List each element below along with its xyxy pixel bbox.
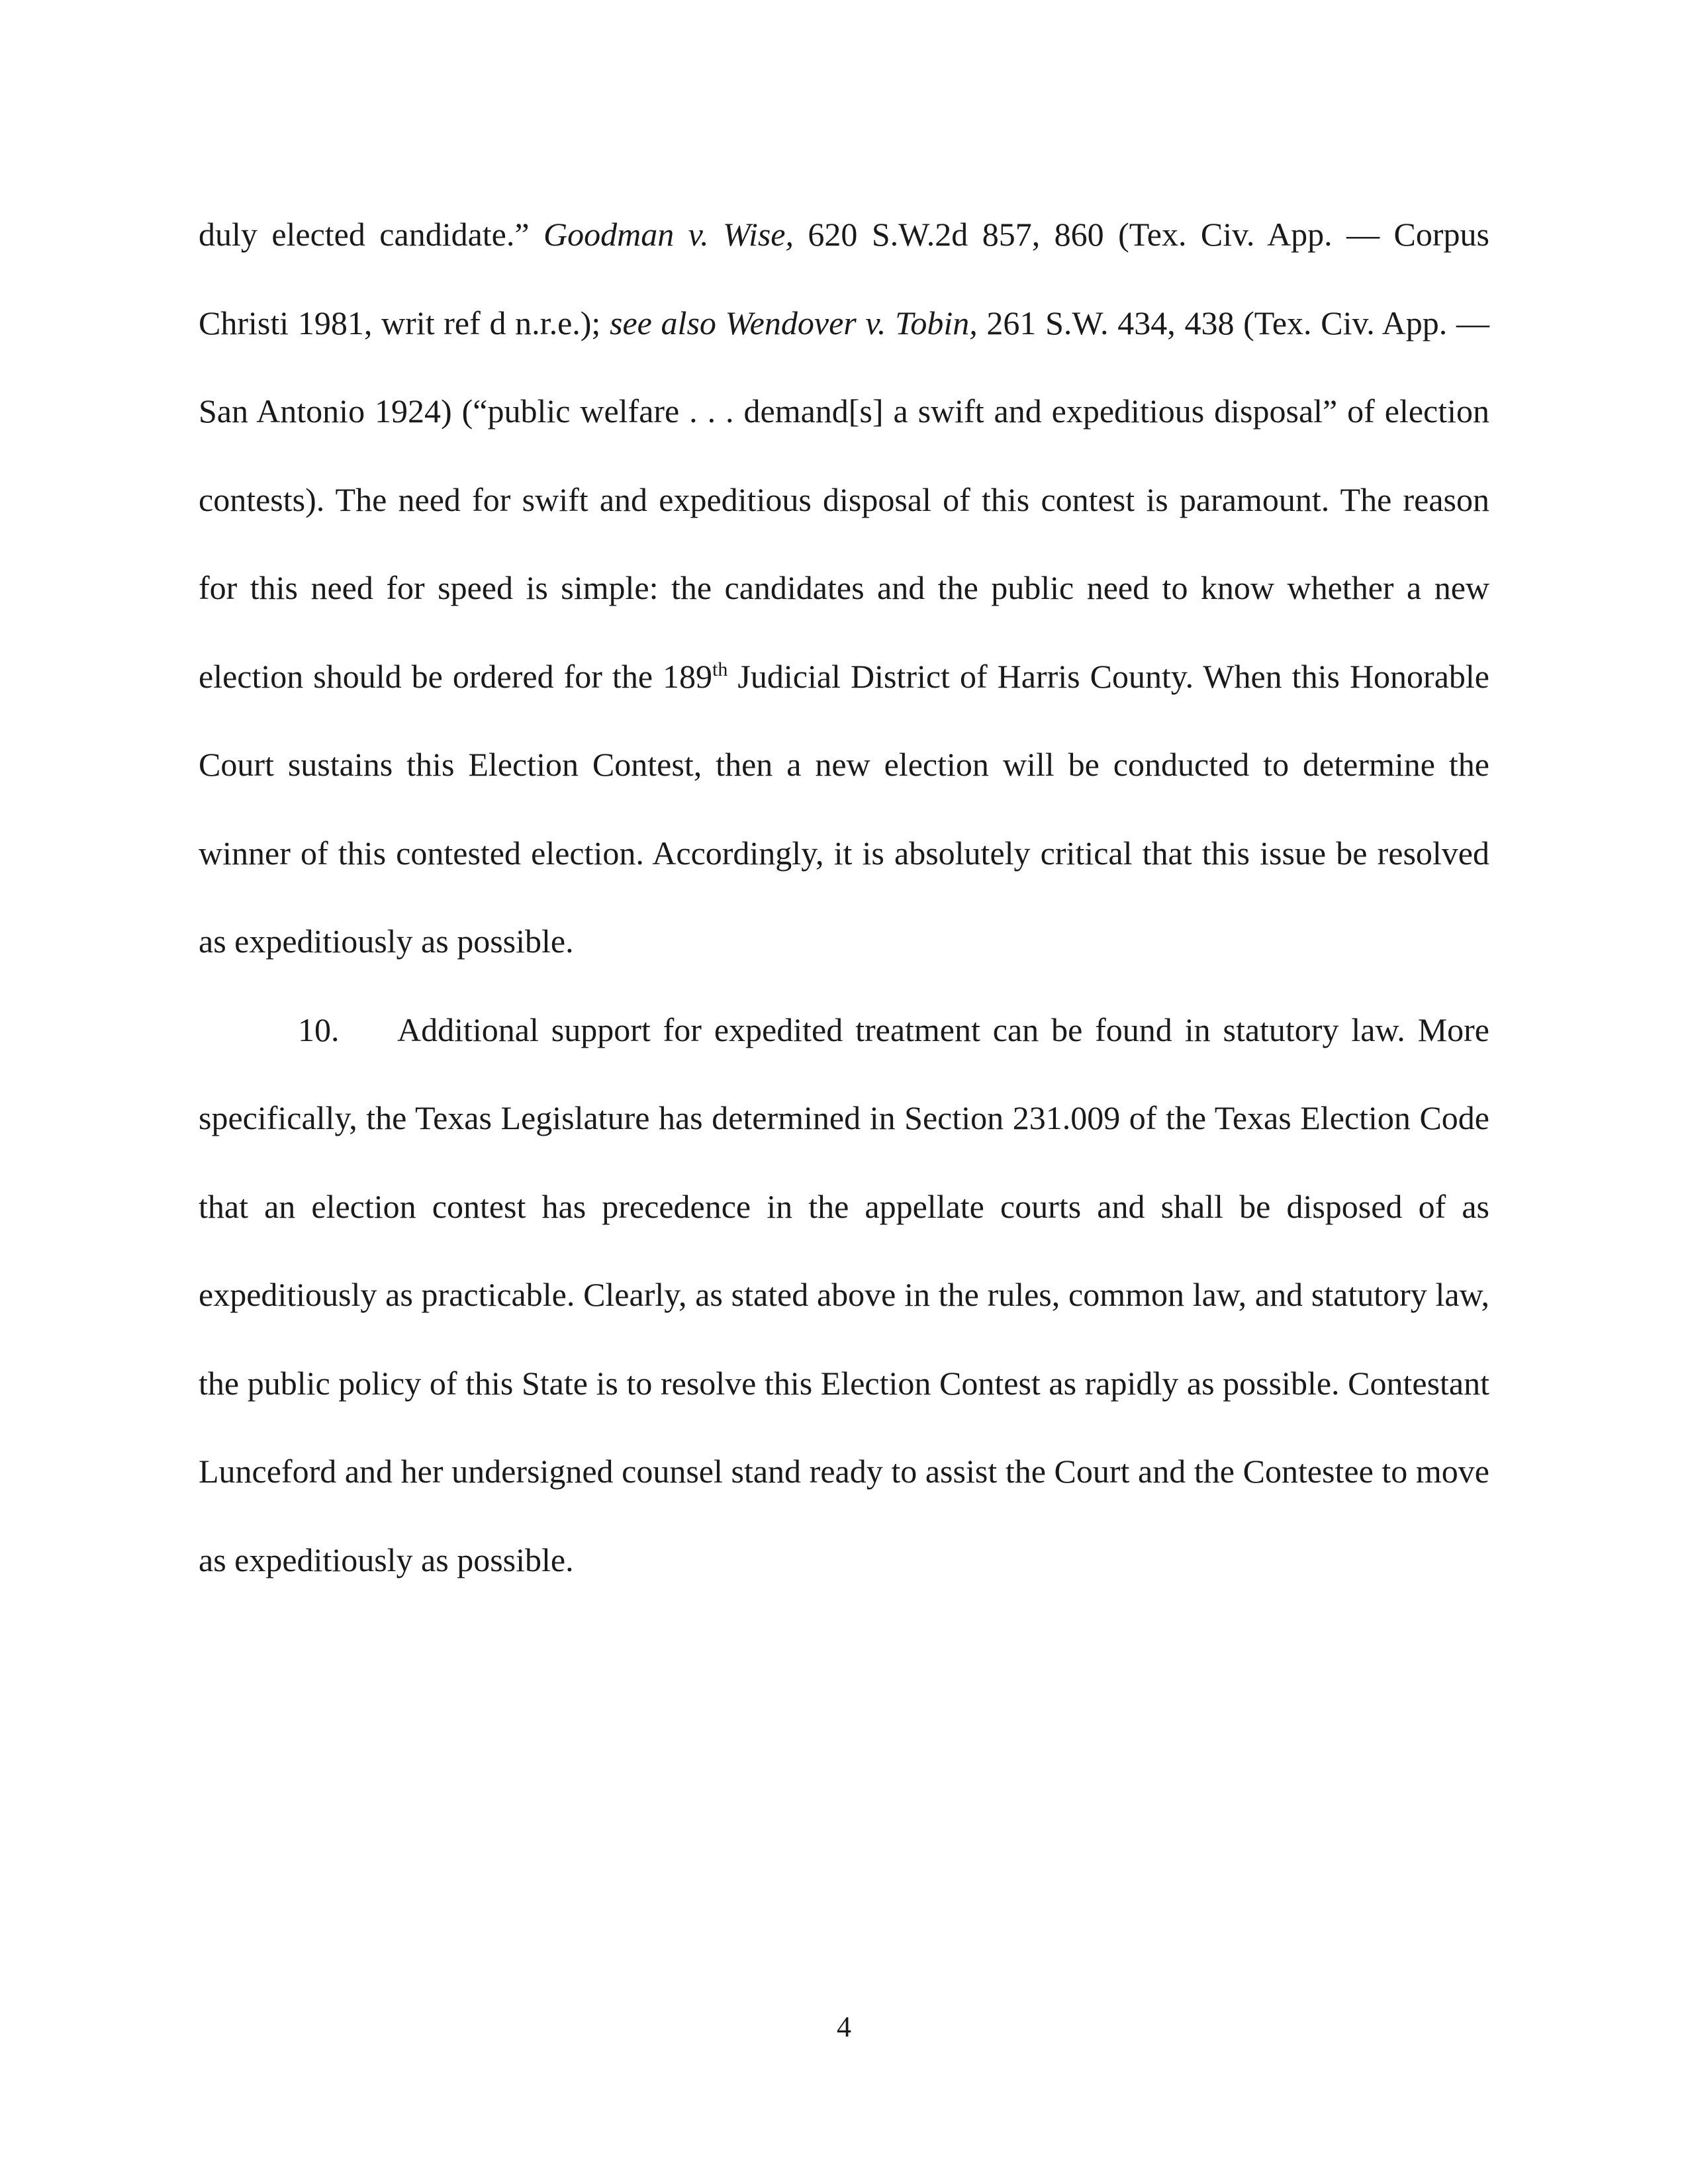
text-segment	[716, 304, 726, 341]
paragraph-10	[199, 986, 1489, 1605]
text-segment: Judicial District of Harris County. When this Honorable Court sustains this Election Contest, then a new election will be conducted to determine the winner of this contested election. Accordingly, it is absolutely critical that this issue be resolved as expeditiously as possible.	[199, 657, 1489, 960]
body-text	[199, 191, 1489, 1604]
ordinal-suffix: th	[712, 658, 728, 680]
paragraph-text: Additional support for expedited treatment can be found in statutory law. More specifically, the Texas Legislature has determined in Section 231.009 of the Texas Election Code that an election contest has precedence in the appellate courts and shall be disposed of as expeditiously as practicable. Clearly, as stated above in the rules, common law, and statutory law, the public policy of this State is to resolve this Election Contest as rapidly as possible. Contestant Lunceford and her undersigned counsel stand ready to assist the Court and the Contestee to move as expeditiously as possible.	[199, 1011, 1489, 1578]
paragraph-continued	[199, 191, 1489, 986]
text-segment: duly elected candidate.”	[199, 216, 543, 253]
text-segment: 620 S.W.2d 857, 860 (Tex. Civ. App. — Corpus Christi 1981, writ ref d n.r.e.);	[199, 216, 1489, 341]
case-citation: Goodman v. Wise,	[543, 216, 794, 253]
signal-see-also: see also	[610, 304, 716, 341]
case-citation: Wendover v. Tobin,	[725, 304, 978, 341]
page-number: 4	[837, 2011, 851, 2043]
paragraph-number: 10.	[298, 1011, 340, 1048]
text-segment: 261 S.W. 434, 438 (Tex. Civ. App. — San Antonio 1924) (“public welfare . . . demand[s] a swift and expeditious disposal” of election contests). The need for swift and expeditious disposal of this contest is paramount. The reason for this need for speed is simple: the candidates and the public need to know whether a new election should be ordered for the 189	[199, 304, 1489, 695]
